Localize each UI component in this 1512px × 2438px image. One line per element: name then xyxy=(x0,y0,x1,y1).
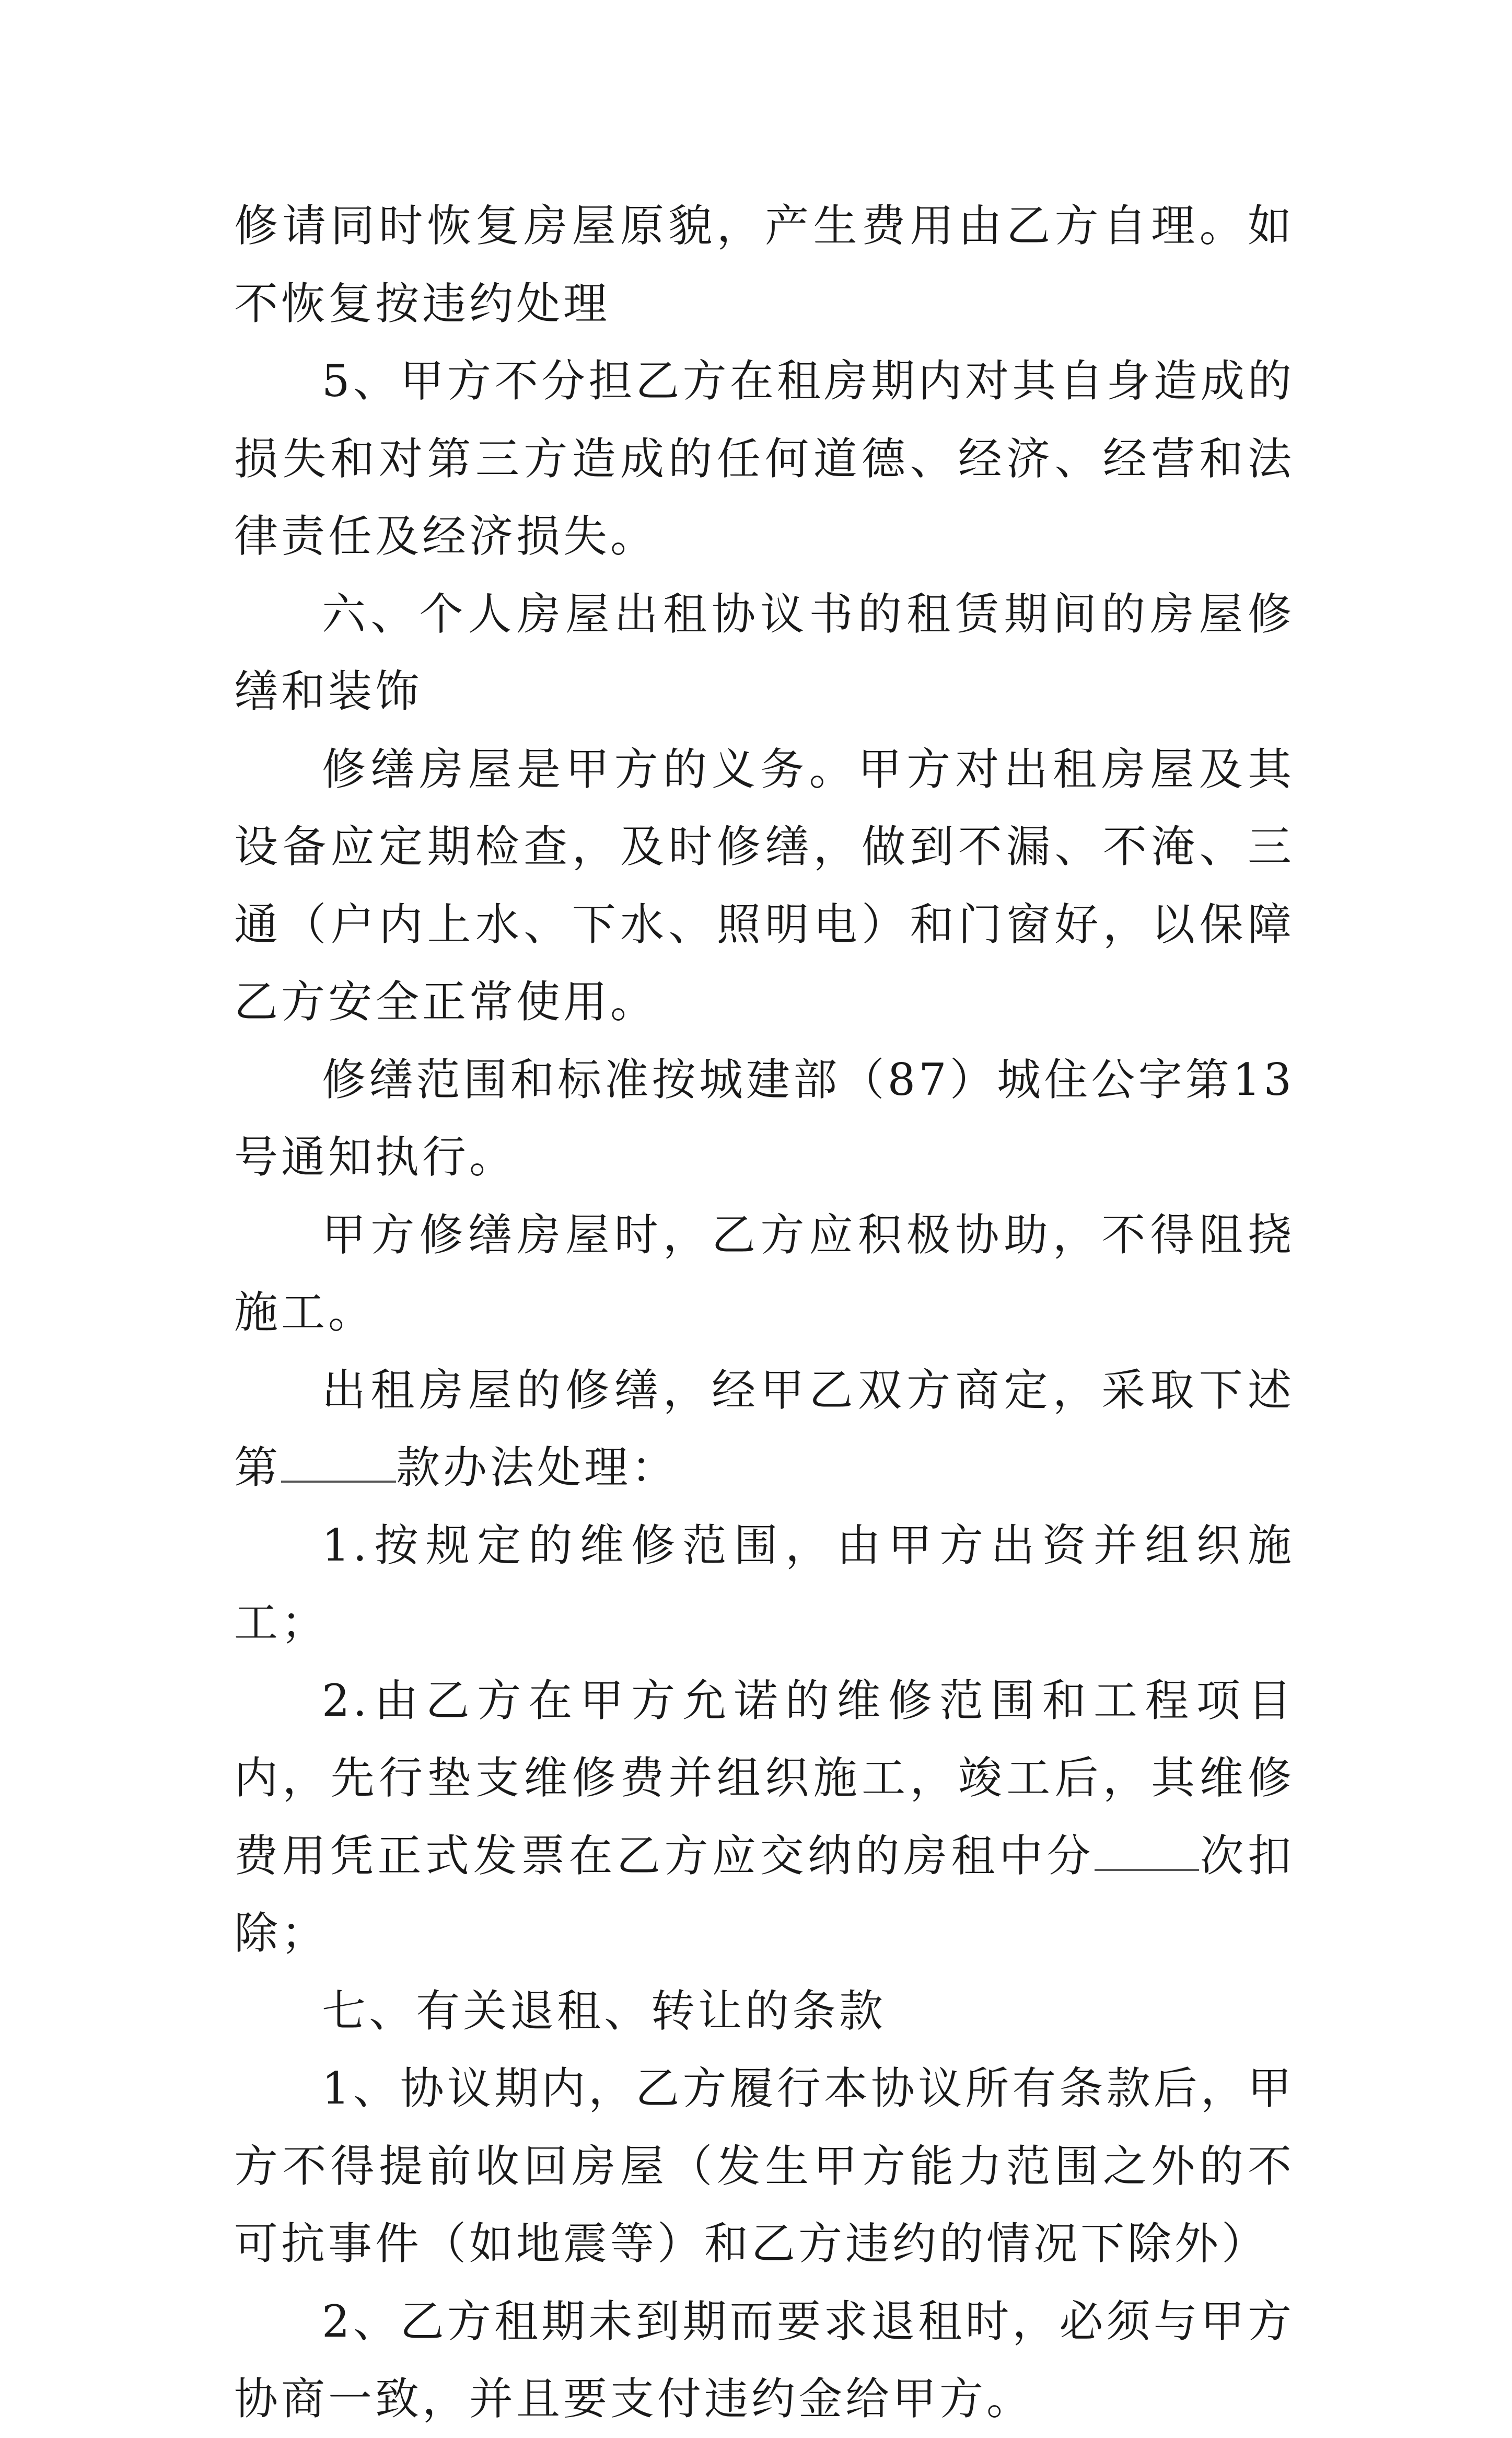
repair-method-text-after: 款办法处理： xyxy=(396,1442,679,1493)
fill-in-blank-installments[interactable] xyxy=(1095,1832,1199,1871)
option-2-text-before: 2.由乙方在甲方允诺的维修范围和工程项目内，先行垫支维修费并组织施工，竣工后，其维修费用凭正式发票在乙方应交纳的房租中分 xyxy=(234,1674,1295,1881)
paragraph-option-1: 1.按规定的维修范围，由甲方出资并组织施工； xyxy=(234,1519,1295,1648)
paragraph-repair-method xyxy=(234,1351,1295,1507)
section-heading-repair: 六、个人房屋出租协议书的租赁期间的房屋修缮和装饰 xyxy=(234,588,1295,717)
repair-method-text-before: 出租房屋的修缮，经甲乙双方商定，采取下述第 xyxy=(234,1364,1295,1493)
document-body xyxy=(234,187,1295,2438)
paragraph-repair-obligation: 修缮房屋是甲方的义务。甲方对出租房屋及其设备应定期检查，及时修缮，做到不漏、不淹、三通（户内上水、下水、照明电）和门窗好，以保障乙方安全正常使用。 xyxy=(234,743,1295,1027)
paragraph-continuation-restore: 修请同时恢复房屋原貌，产生费用由乙方自理。如不恢复按违约处理 xyxy=(234,200,1295,329)
paragraph-termination-2: 2、乙方租期未到期而要求退租时，必须与甲方协商一致，并且要支付违约金给甲方。 xyxy=(234,2295,1295,2424)
paragraph-repair-cooperation: 甲方修缮房屋时，乙方应积极协助，不得阻挠施工。 xyxy=(234,1209,1295,1338)
paragraph-clause-5-liability: 5、甲方不分担乙方在租房期内对其自身造成的损失和对第三方造成的任何道德、经济、经营和法律责任及经济损失。 xyxy=(234,355,1295,562)
paragraph-termination-1: 1、协议期内，乙方履行本协议所有条款后，甲方不得提前收回房屋（发生甲方能力范围之外的不可抗事件（如地震等）和乙方违约的情况下除外） xyxy=(234,2063,1295,2269)
fill-in-blank-method-number[interactable] xyxy=(281,1444,396,1483)
section-heading-termination: 七、有关退租、转让的条款 xyxy=(322,1985,887,2037)
paragraph-option-2 xyxy=(234,1662,1295,1972)
option-2-text-after: 次扣除； xyxy=(234,1830,1295,1959)
paragraph-repair-standard: 修缮范围和标准按城建部（87）城住公字第13号通知执行。 xyxy=(234,1054,1295,1183)
